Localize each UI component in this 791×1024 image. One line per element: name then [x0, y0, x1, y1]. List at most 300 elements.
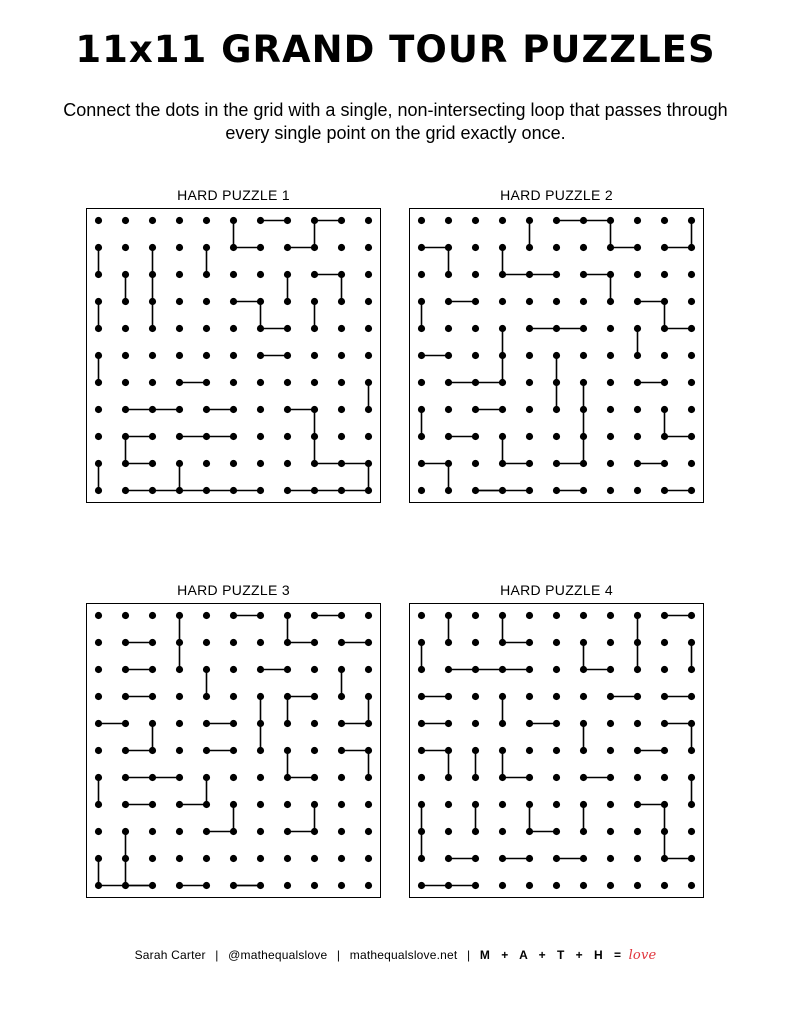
grid-dot[interactable] [607, 325, 614, 332]
grid-dot[interactable] [203, 325, 210, 332]
grid-dot[interactable] [580, 855, 587, 862]
grid-dot[interactable] [338, 828, 345, 835]
grid-dot[interactable] [95, 774, 102, 781]
grid-dot[interactable] [311, 801, 318, 808]
grid-dot[interactable] [472, 855, 479, 862]
grid-dot[interactable] [634, 325, 641, 332]
grid-dot[interactable] [580, 747, 587, 754]
grid-dot[interactable] [311, 379, 318, 386]
grid-dot[interactable] [95, 693, 102, 700]
grid-dot[interactable] [95, 882, 102, 889]
grid-dot[interactable] [418, 801, 425, 808]
grid-dot[interactable] [284, 352, 291, 359]
grid-dot[interactable] [418, 828, 425, 835]
grid-dot[interactable] [149, 379, 156, 386]
grid-dot[interactable] [418, 460, 425, 467]
grid-dot[interactable] [203, 487, 210, 494]
grid-dot[interactable] [661, 774, 668, 781]
grid-dot[interactable] [445, 720, 452, 727]
grid-dot[interactable] [365, 801, 372, 808]
grid-dot[interactable] [634, 801, 641, 808]
grid-dot[interactable] [365, 720, 372, 727]
grid-dot[interactable] [257, 747, 264, 754]
grid-dot[interactable] [634, 612, 641, 619]
grid-dot[interactable] [149, 244, 156, 251]
grid-dot[interactable] [257, 882, 264, 889]
grid-dot[interactable] [634, 406, 641, 413]
grid-dot[interactable] [553, 882, 560, 889]
grid-dot[interactable] [176, 747, 183, 754]
grid-dot[interactable] [149, 720, 156, 727]
grid-dot[interactable] [149, 882, 156, 889]
grid-dot[interactable] [311, 325, 318, 332]
grid-dot[interactable] [257, 774, 264, 781]
grid-dot[interactable] [203, 406, 210, 413]
grid-dot[interactable] [472, 298, 479, 305]
grid-dot[interactable] [580, 325, 587, 332]
grid-dot[interactable] [661, 666, 668, 673]
grid-dot[interactable] [365, 352, 372, 359]
grid-dot[interactable] [634, 774, 641, 781]
grid-dot[interactable] [365, 666, 372, 673]
grid-dot[interactable] [499, 693, 506, 700]
grid-dot[interactable] [472, 271, 479, 278]
grid-dot[interactable] [526, 882, 533, 889]
grid-dot[interactable] [418, 352, 425, 359]
grid-dot[interactable] [95, 406, 102, 413]
grid-dot[interactable] [338, 774, 345, 781]
grid-dot[interactable] [203, 271, 210, 278]
grid-dot[interactable] [284, 882, 291, 889]
grid-dot[interactable] [472, 352, 479, 359]
grid-dot[interactable] [607, 774, 614, 781]
grid-dot[interactable] [418, 720, 425, 727]
grid-dot[interactable] [122, 217, 129, 224]
grid-dot[interactable] [661, 720, 668, 727]
grid-dot[interactable] [418, 774, 425, 781]
grid-dot[interactable] [122, 433, 129, 440]
grid-dot[interactable] [634, 855, 641, 862]
grid-dot[interactable] [95, 801, 102, 808]
grid-dot[interactable] [311, 720, 318, 727]
grid-dot[interactable] [472, 612, 479, 619]
grid-dot[interactable] [688, 747, 695, 754]
grid-dot[interactable] [203, 639, 210, 646]
grid-dot[interactable] [365, 433, 372, 440]
grid-dot[interactable] [149, 325, 156, 332]
grid-dot[interactable] [257, 244, 264, 251]
grid-dot[interactable] [580, 612, 587, 619]
grid-dot[interactable] [176, 774, 183, 781]
grid-dot[interactable] [149, 855, 156, 862]
grid-dot[interactable] [661, 217, 668, 224]
grid-dot[interactable] [661, 433, 668, 440]
grid-dot[interactable] [284, 855, 291, 862]
grid-dot[interactable] [122, 612, 129, 619]
grid-dot[interactable] [553, 352, 560, 359]
grid-dot[interactable] [203, 828, 210, 835]
grid-dot[interactable] [688, 666, 695, 673]
grid-dot[interactable] [311, 612, 318, 619]
grid-dot[interactable] [688, 325, 695, 332]
grid-dot[interactable] [122, 406, 129, 413]
grid-dot[interactable] [634, 217, 641, 224]
grid-dot[interactable] [526, 801, 533, 808]
grid-dot[interactable] [338, 379, 345, 386]
grid-dot[interactable] [176, 487, 183, 494]
grid-dot[interactable] [499, 666, 506, 673]
grid-dot[interactable] [607, 693, 614, 700]
grid-dot[interactable] [472, 433, 479, 440]
grid-dot[interactable] [176, 244, 183, 251]
grid-dot[interactable] [284, 774, 291, 781]
grid-dot[interactable] [95, 244, 102, 251]
grid-dot[interactable] [445, 298, 452, 305]
grid-dot[interactable] [661, 612, 668, 619]
grid-dot[interactable] [553, 828, 560, 835]
grid-dot[interactable] [580, 244, 587, 251]
grid-dot[interactable] [526, 747, 533, 754]
grid-dot[interactable] [634, 666, 641, 673]
grid-dot[interactable] [499, 747, 506, 754]
grid-dot[interactable] [365, 639, 372, 646]
grid-dot[interactable] [95, 298, 102, 305]
grid-dot[interactable] [688, 774, 695, 781]
grid-dot[interactable] [661, 244, 668, 251]
grid-dot[interactable] [688, 693, 695, 700]
grid-dot[interactable] [418, 855, 425, 862]
grid-dot[interactable] [580, 720, 587, 727]
grid-dot[interactable] [203, 298, 210, 305]
grid-dot[interactable] [284, 433, 291, 440]
grid-dot[interactable] [257, 801, 264, 808]
grid-dot[interactable] [607, 720, 614, 727]
grid-dot[interactable] [688, 801, 695, 808]
grid-dot[interactable] [472, 244, 479, 251]
grid-dot[interactable] [607, 244, 614, 251]
grid-dot[interactable] [284, 379, 291, 386]
grid-dot[interactable] [607, 801, 614, 808]
grid-dot[interactable] [499, 720, 506, 727]
grid-dot[interactable] [472, 774, 479, 781]
grid-dot[interactable] [284, 828, 291, 835]
grid-dot[interactable] [418, 325, 425, 332]
grid-dot[interactable] [445, 882, 452, 889]
grid-dot[interactable] [445, 460, 452, 467]
grid-dot[interactable] [499, 433, 506, 440]
grid-dot[interactable] [338, 298, 345, 305]
grid-dot[interactable] [661, 855, 668, 862]
grid-dot[interactable] [257, 271, 264, 278]
grid-dot[interactable] [553, 217, 560, 224]
grid-dot[interactable] [122, 855, 129, 862]
grid-dot[interactable] [257, 433, 264, 440]
grid-dot[interactable] [311, 460, 318, 467]
grid-dot[interactable] [284, 720, 291, 727]
grid-dot[interactable] [607, 217, 614, 224]
grid-dot[interactable] [553, 244, 560, 251]
grid-dot[interactable] [95, 720, 102, 727]
grid-dot[interactable] [338, 666, 345, 673]
grid-dot[interactable] [688, 433, 695, 440]
grid-dot[interactable] [230, 460, 237, 467]
grid-dot[interactable] [311, 693, 318, 700]
grid-dot[interactable] [311, 666, 318, 673]
grid-dot[interactable] [365, 406, 372, 413]
grid-dot[interactable] [688, 487, 695, 494]
grid-dot[interactable] [661, 352, 668, 359]
grid-dot[interactable] [661, 801, 668, 808]
grid-dot[interactable] [472, 217, 479, 224]
grid-dot[interactable] [311, 433, 318, 440]
grid-dot[interactable] [122, 460, 129, 467]
grid-dot[interactable] [122, 747, 129, 754]
grid-dot[interactable] [472, 406, 479, 413]
grid-dot[interactable] [526, 352, 533, 359]
grid-dot[interactable] [176, 639, 183, 646]
grid-dot[interactable] [499, 379, 506, 386]
grid-dot[interactable] [149, 747, 156, 754]
grid-dot[interactable] [338, 433, 345, 440]
grid-dot[interactable] [445, 747, 452, 754]
grid-dot[interactable] [95, 612, 102, 619]
grid-dot[interactable] [311, 271, 318, 278]
grid-dot[interactable] [122, 352, 129, 359]
grid-dot[interactable] [418, 379, 425, 386]
grid-dot[interactable] [122, 882, 129, 889]
grid-dot[interactable] [176, 855, 183, 862]
grid-dot[interactable] [553, 801, 560, 808]
grid-dot[interactable] [149, 433, 156, 440]
grid-dot[interactable] [580, 217, 587, 224]
grid-dot[interactable] [203, 882, 210, 889]
grid-dot[interactable] [661, 693, 668, 700]
grid-dot[interactable] [634, 693, 641, 700]
grid-dot[interactable] [580, 666, 587, 673]
grid-dot[interactable] [634, 460, 641, 467]
grid-dot[interactable] [284, 612, 291, 619]
grid-dot[interactable] [661, 298, 668, 305]
grid-dot[interactable] [176, 801, 183, 808]
grid-dot[interactable] [526, 433, 533, 440]
grid-dot[interactable] [284, 271, 291, 278]
grid-dot[interactable] [257, 325, 264, 332]
grid-dot[interactable] [176, 693, 183, 700]
grid-dot[interactable] [472, 487, 479, 494]
grid-dot[interactable] [338, 406, 345, 413]
grid-dot[interactable] [418, 298, 425, 305]
grid-dot[interactable] [418, 666, 425, 673]
grid-dot[interactable] [257, 666, 264, 673]
grid-dot[interactable] [365, 379, 372, 386]
grid-dot[interactable] [230, 352, 237, 359]
grid-dot[interactable] [688, 720, 695, 727]
grid-dot[interactable] [284, 487, 291, 494]
grid-dot[interactable] [499, 406, 506, 413]
grid-dot[interactable] [580, 460, 587, 467]
grid-dot[interactable] [526, 271, 533, 278]
grid-dot[interactable] [149, 217, 156, 224]
grid-dot[interactable] [472, 379, 479, 386]
grid-dot[interactable] [526, 406, 533, 413]
grid-dot[interactable] [338, 217, 345, 224]
grid-dot[interactable] [257, 828, 264, 835]
grid-dot[interactable] [661, 406, 668, 413]
grid-dot[interactable] [176, 271, 183, 278]
grid-dot[interactable] [607, 460, 614, 467]
grid-dot[interactable] [257, 217, 264, 224]
grid-dot[interactable] [445, 352, 452, 359]
grid-dot[interactable] [661, 639, 668, 646]
grid-dot[interactable] [176, 433, 183, 440]
grid-dot[interactable] [149, 828, 156, 835]
grid-dot[interactable] [257, 612, 264, 619]
grid-dot[interactable] [607, 352, 614, 359]
grid-dot[interactable] [661, 487, 668, 494]
grid-dot[interactable] [257, 406, 264, 413]
grid-dot[interactable] [418, 612, 425, 619]
grid-dot[interactable] [526, 487, 533, 494]
grid-dot[interactable] [284, 747, 291, 754]
grid-dot[interactable] [553, 271, 560, 278]
grid-dot[interactable] [634, 639, 641, 646]
grid-dot[interactable] [553, 298, 560, 305]
grid-dot[interactable] [661, 271, 668, 278]
grid-dot[interactable] [445, 639, 452, 646]
grid-dot[interactable] [230, 639, 237, 646]
grid-dot[interactable] [634, 379, 641, 386]
grid-dot[interactable] [418, 639, 425, 646]
grid-dot[interactable] [580, 774, 587, 781]
grid-dot[interactable] [526, 828, 533, 835]
grid-dot[interactable] [122, 774, 129, 781]
grid-dot[interactable] [553, 774, 560, 781]
grid-dot[interactable] [284, 460, 291, 467]
grid-dot[interactable] [472, 693, 479, 700]
grid-dot[interactable] [338, 639, 345, 646]
grid-dot[interactable] [445, 379, 452, 386]
grid-dot[interactable] [122, 379, 129, 386]
grid-dot[interactable] [95, 433, 102, 440]
grid-dot[interactable] [149, 460, 156, 467]
grid-dot[interactable] [472, 666, 479, 673]
grid-dot[interactable] [311, 774, 318, 781]
grid-dot[interactable] [472, 747, 479, 754]
grid-dot[interactable] [122, 298, 129, 305]
grid-dot[interactable] [445, 487, 452, 494]
grid-dot[interactable] [284, 406, 291, 413]
grid-dot[interactable] [365, 487, 372, 494]
grid-dot[interactable] [149, 639, 156, 646]
grid-dot[interactable] [149, 612, 156, 619]
grid-dot[interactable] [553, 720, 560, 727]
grid-dot[interactable] [526, 693, 533, 700]
grid-dot[interactable] [499, 217, 506, 224]
grid-dot[interactable] [445, 433, 452, 440]
grid-dot[interactable] [499, 244, 506, 251]
grid-dot[interactable] [257, 693, 264, 700]
grid-dot[interactable] [365, 882, 372, 889]
grid-dot[interactable] [526, 720, 533, 727]
grid-dot[interactable] [149, 271, 156, 278]
grid-dot[interactable] [122, 271, 129, 278]
grid-dot[interactable] [499, 774, 506, 781]
grid-dot[interactable] [580, 433, 587, 440]
grid-dot[interactable] [553, 666, 560, 673]
grid-dot[interactable] [230, 217, 237, 224]
grid-dot[interactable] [526, 298, 533, 305]
grid-dot[interactable] [365, 271, 372, 278]
grid-dot[interactable] [230, 612, 237, 619]
grid-dot[interactable] [580, 379, 587, 386]
grid-dot[interactable] [607, 666, 614, 673]
grid-dot[interactable] [607, 298, 614, 305]
grid-dot[interactable] [580, 801, 587, 808]
grid-dot[interactable] [365, 244, 372, 251]
grid-dot[interactable] [176, 666, 183, 673]
grid-dot[interactable] [688, 244, 695, 251]
grid-dot[interactable] [688, 379, 695, 386]
grid-dot[interactable] [365, 693, 372, 700]
grid-dot[interactable] [661, 747, 668, 754]
grid-dot[interactable] [418, 693, 425, 700]
grid-dot[interactable] [688, 298, 695, 305]
grid-dot[interactable] [257, 487, 264, 494]
grid-dot[interactable] [634, 747, 641, 754]
grid-dot[interactable] [203, 244, 210, 251]
grid-dot[interactable] [338, 693, 345, 700]
grid-dot[interactable] [338, 747, 345, 754]
grid-dot[interactable] [688, 217, 695, 224]
grid-dot[interactable] [257, 298, 264, 305]
grid-dot[interactable] [95, 271, 102, 278]
grid-dot[interactable] [338, 271, 345, 278]
grid-dot[interactable] [230, 693, 237, 700]
grid-dot[interactable] [203, 774, 210, 781]
grid-dot[interactable] [580, 828, 587, 835]
grid-dot[interactable] [338, 487, 345, 494]
grid-dot[interactable] [203, 720, 210, 727]
grid-dot[interactable] [230, 379, 237, 386]
grid-dot[interactable] [284, 325, 291, 332]
grid-dot[interactable] [122, 325, 129, 332]
grid-dot[interactable] [499, 271, 506, 278]
grid-dot[interactable] [499, 639, 506, 646]
grid-dot[interactable] [230, 406, 237, 413]
grid-dot[interactable] [553, 406, 560, 413]
grid-dot[interactable] [499, 298, 506, 305]
grid-dot[interactable] [149, 774, 156, 781]
grid-dot[interactable] [365, 828, 372, 835]
grid-dot[interactable] [230, 720, 237, 727]
grid-dot[interactable] [526, 325, 533, 332]
grid-dot[interactable] [553, 612, 560, 619]
grid-dot[interactable] [472, 460, 479, 467]
grid-dot[interactable] [149, 693, 156, 700]
grid-dot[interactable] [365, 217, 372, 224]
grid-dot[interactable] [311, 487, 318, 494]
grid-dot[interactable] [526, 460, 533, 467]
grid-dot[interactable] [338, 325, 345, 332]
grid-dot[interactable] [526, 379, 533, 386]
grid-dot[interactable] [688, 406, 695, 413]
grid-dot[interactable] [580, 352, 587, 359]
grid-dot[interactable] [688, 460, 695, 467]
grid-dot[interactable] [472, 828, 479, 835]
grid-dot[interactable] [122, 828, 129, 835]
grid-dot[interactable] [499, 352, 506, 359]
grid-dot[interactable] [365, 855, 372, 862]
